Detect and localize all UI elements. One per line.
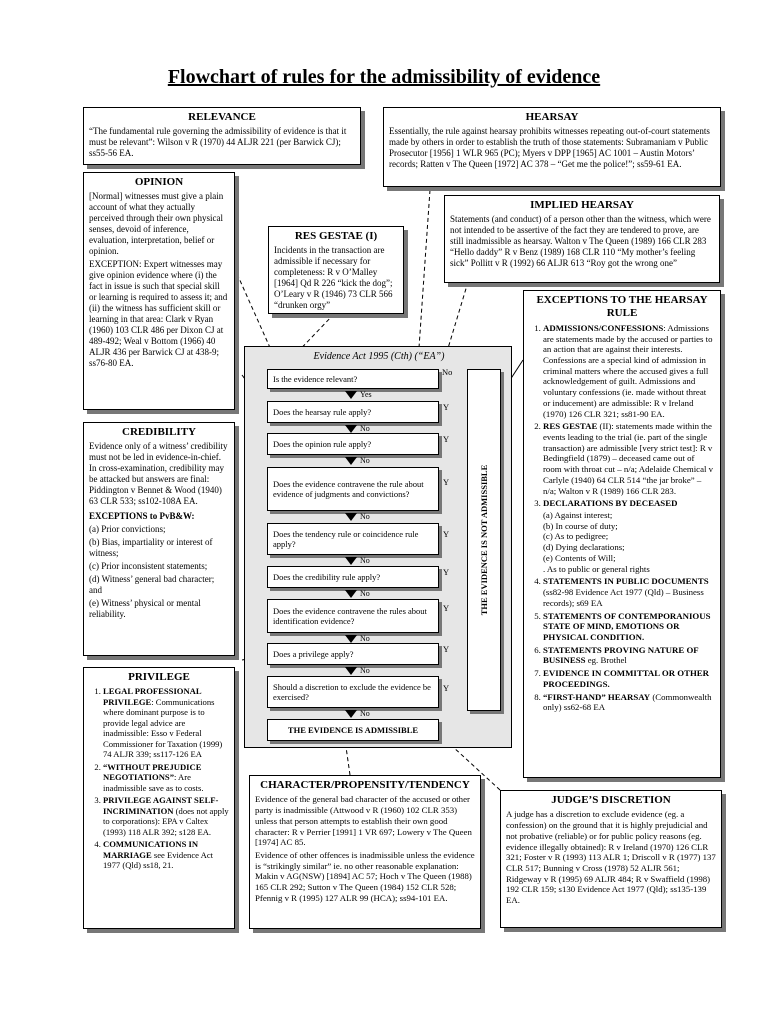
arrow-yes: Yes [345,390,372,399]
implied-hearsay-heading: IMPLIED HEARSAY [530,199,634,211]
hearsay-exceptions-box [523,290,721,778]
credibility-exceptions-title: EXCEPTIONS to PvB&W: [89,511,195,522]
sub-item: (a) Against interest; [543,510,613,521]
arrow-no: No [345,424,370,433]
privilege-heading: PRIVILEGE [128,671,190,683]
q-opinion: Does the opinion rule apply? [267,433,439,455]
page-title: Flowchart of rules for the admissibility of evidence [167,66,601,88]
q-credibility: Does the credibility rule apply? [267,566,439,588]
credibility-item: (c) Prior inconsistent statements; [89,561,208,572]
character-box [249,775,481,929]
credibility-item: (b) Bias, impartiality or interest of witness; [89,537,213,559]
exception-item: 8. “FIRST-HAND” HEARSAY (Commonwealth only) ss62-68 EA [543,692,715,713]
label-y: Y [443,644,450,654]
exception-item: 2. RES GESTAE (II): statements made within the events leading to the trial (ie. part of the single transaction) are admissible [very strict test]: R v Bedingfield (1879) – deceased came out of room with throat cut – n/a; Adelaide Chemical v Carlyle (1940) 64 CLR 514 “the jar broke” – n/a; Walton v R (1989) 166 CLR 283. [543,421,715,496]
q-hearsay: Does the hearsay rule apply? [267,401,439,423]
privilege-item: 2. “WITHOUT PREJUDICE NEGOTIATIONS”: Are inadmissible save as to costs. [103,762,229,793]
sub-item: (c) As to pedigree; [543,531,609,542]
credibility-item: (d) Witness’ general bad character; and [89,574,215,596]
character-text-2: Evidence of other offences is inadmissible unless the evidence is “strikingly similar” ie. no other reasonable explanation: Makin v AG(NSW) [1894] AC 57; Hoch v The Queen (1988) 165 CLR 292; Sutton v The Queen (1984) 152 CLR 528; Pfennig v R (1995) 127 ALR 99 (HCA); ss94-101 EA. [255,850,475,903]
hearsay-text: Essentially, the rule against hearsay prohibits witnesses repeating out-of-court statements made by others in order to establish the truth of those statements: Subramaniam v Public Prosecutor [1956] 1 WLR 965 (PC); Myers v DPP [1965] AC 1001 – Austin Motors’ records; Ratten v The Queen [1972] AC 378 – “Get me the police!”; ss59-61 EA. [389,126,710,170]
label-no: No [442,367,453,377]
hearsay-exceptions-heading: EXCEPTIONS TO THE HEARSAY RULE [536,294,708,320]
label-y: Y [443,477,450,487]
res-gestae-box [268,226,404,314]
sub-item: (b) In course of duty; [543,520,618,531]
credibility-heading: CREDIBILITY [122,426,196,438]
sub-item: (e) Contents of Will; [543,552,616,563]
judges-discretion-text: A judge has a discretion to exclude evidence (eg. a confession) on the ground that it is highly prejudicial and not probative (reliable) or for public policy reasons (eg. evidence illegally obtained): R v Ireland (1970) 126 CLR 321; Foster v R (1993) 113 ALR 1; Driscoll v R (1977) 137 CLR 517; Bunning v Cross (1978) 52 ALJR 561; Ridgeway v R (1995) 69 ALJR 484; R v Swaffield (1998) 192 CLR 159; s130 Evidence Act 1977 (Qld); ss135-139 EA. [506,809,716,906]
label-y: Y [443,434,450,444]
character-heading: CHARACTER/PROPENSITY/TENDENCY [260,779,470,791]
judges-discretion-heading: JUDGE’S DISCRETION [551,794,671,806]
arrow-no: No [345,456,370,465]
q-tendency: Does the tendency rule or coincidence rule apply? [267,523,439,555]
q-discretion: Should a discretion to exclude the evidence be exercised? [267,676,439,708]
character-text-1: Evidence of the general bad character of the accused or other party is inadmissible (Attwood v R (1960) 102 CLR 353) unless that person attempts to establish their own good character: R v Perrier [1991] 1 VR 697; Lowery v The Queen [1974] AC 85. [255,794,472,848]
relevance-heading: RELEVANCE [188,111,256,123]
opinion-heading: OPINION [134,176,184,188]
flowchart-panel [244,346,512,748]
arrow-no: No [345,556,370,565]
label-y: Y [443,683,450,693]
arrow-no: No [345,709,370,718]
q-privilege: Does a privilege apply? [267,643,439,665]
credibility-item: (a) Prior convictions; [89,524,166,535]
q-judgments: Does the evidence contravene the rule about evidence of judgments and convictions? [267,467,439,511]
flowchart-title: Evidence Act 1995 (Cth) (“EA”) [313,351,445,362]
exception-item: 5. STATEMENTS OF CONTEMPORANIOUS STATE OF MIND, EMOTIONS OR PHYSICAL CONDITION. [543,611,715,643]
not-admissible-label: THE EVIDENCE IS NOT ADMISSIBLE [479,464,489,616]
sub-item: (d) Dying declarations; [543,542,625,553]
privilege-item: 3. PRIVILEGE AGAINST SELF-INCRIMINATION (does not apply to corporations): EPA v Caltex (1993) 118 ALR 392; s128 EA. [103,795,229,837]
opinion-text-2: EXCEPTION: Expert witnesses may give opinion evidence where (i) the fact in issue is such that special skill or learning is required to assess it; and (ii) the witness has sufficient skill or learning in that area: Clark v Ryan (1960) 103 CLR 486 per Dixon CJ at 489-492; Weal v Bottom (1966) 40 ALJR 436 per Barwick CJ at 438-9; ss76-80 EA. [89,259,228,368]
relevance-box [83,107,361,165]
arrow-no: No [345,634,370,643]
privilege-item: 1. LEGAL PROFESSIONAL PRIVILEGE: Communications where dominant purpose is to provide legal advice are inadmissible: Esso v Federal Commissioner for Taxation (1999) 74 ALJR 339; ss117-126 EA [103,686,229,759]
label-y: Y [443,567,450,577]
not-admissible-bar [467,369,501,711]
arrow-no: No [345,512,370,521]
exception-item: 7. EVIDENCE IN COMMITTAL OR OTHER PROCEEDINGS. [543,668,715,689]
arrow-no: No [345,589,370,598]
implied-hearsay-text: Statements (and conduct) of a person other than the witness, which were not intended to be assertive of the fact they are tendered to prove, are still inadmissible as hearsay. Walton v The Queen (1989) 166 CLR 283 “Hello daddy” R v Benz (1989) 168 CLR 110 “My mother’s feeling sick” Pollitt v R (1992) 66 ALJR 613 “Roy got the wrong one” [450,214,711,269]
label-y: Y [443,529,450,539]
q-identification: Does the evidence contravene the rules about identification evidence? [267,599,439,633]
credibility-box [83,422,235,656]
q-relevant: Is the evidence relevant? [267,369,439,389]
exception-item: 4. STATEMENTS IN PUBLIC DOCUMENTS (ss82-98 Evidence Act 1977 (Qld) – Business records); s69 EA [543,576,715,608]
hearsay-box [383,107,721,187]
opinion-text-1: [Normal] witnesses must give a plain account of what they actually perceived through their own physical senses, devoid of inference, evaluation, interpretation, belief or opinion. [89,191,224,257]
judges-discretion-box [500,790,722,928]
res-gestae-text: Incidents in the transaction are admissible if necessary for completeness: R v O’Malley [1964] Qd R 226 “kick the dog”; O’Leary v R (1946) 73 CLR 566 “drunken orgy” [274,245,393,311]
exception-item: 1. ADMISSIONS/CONFESSIONS: Admissions are statements made by the accused or parties to an action that are against their interests. Confessions are a special kind of admission in criminal matters where the accused gives a full acknowledgement of guilt. Admissions and voluntary confessions (ie. made without threat or inducement) are admissible: R v Ireland (1970) 126 CLR 321; ss81-90 EA. [543,323,715,419]
exception-item: 6. STATEMENTS PROVING NATURE OF BUSINESS eg. Brothel [543,645,715,666]
admissible-result: THE EVIDENCE IS ADMISSIBLE [267,719,439,741]
privilege-box [83,667,235,929]
privilege-item: 4. COMMUNICATIONS IN MARRIAGE see Evidence Act 1977 (Qld) ss18, 21. [103,839,229,870]
sub-item: . As to public or general rights [543,563,650,574]
label-y: Y [443,402,450,412]
opinion-box [83,172,235,410]
credibility-item: (e) Witness’ physical or mental reliability. [89,598,201,619]
relevance-text: “The fundamental rule governing the admissibility of evidence is that it must be relevant”: Wilson v R (1970) 44 ALJR 221 (per Barwick CJ); ss55-56 EA. [89,126,347,159]
hearsay-heading: HEARSAY [525,111,579,123]
implied-hearsay-box [444,195,720,283]
arrow-no: No [345,666,370,675]
credibility-text: Evidence only of a witness’ credibility must not be led in evidence-in-chief. In cross-examination, credibility may be attacked but answers are final: Piddington v Bennet & Wood (1940) 63 CLR 533; ss102-108A EA. [89,441,228,507]
exception-item: 3. DECLARATIONS BY DECEASED (a) Against interest; (b) In course of duty; (c) As to pedigree; (d) Dying declarations; (e) Contents of Will; . As to public or general rights [543,498,715,574]
res-gestae-heading: RES GESTAE (I) [294,230,378,242]
label-y: Y [443,603,450,613]
